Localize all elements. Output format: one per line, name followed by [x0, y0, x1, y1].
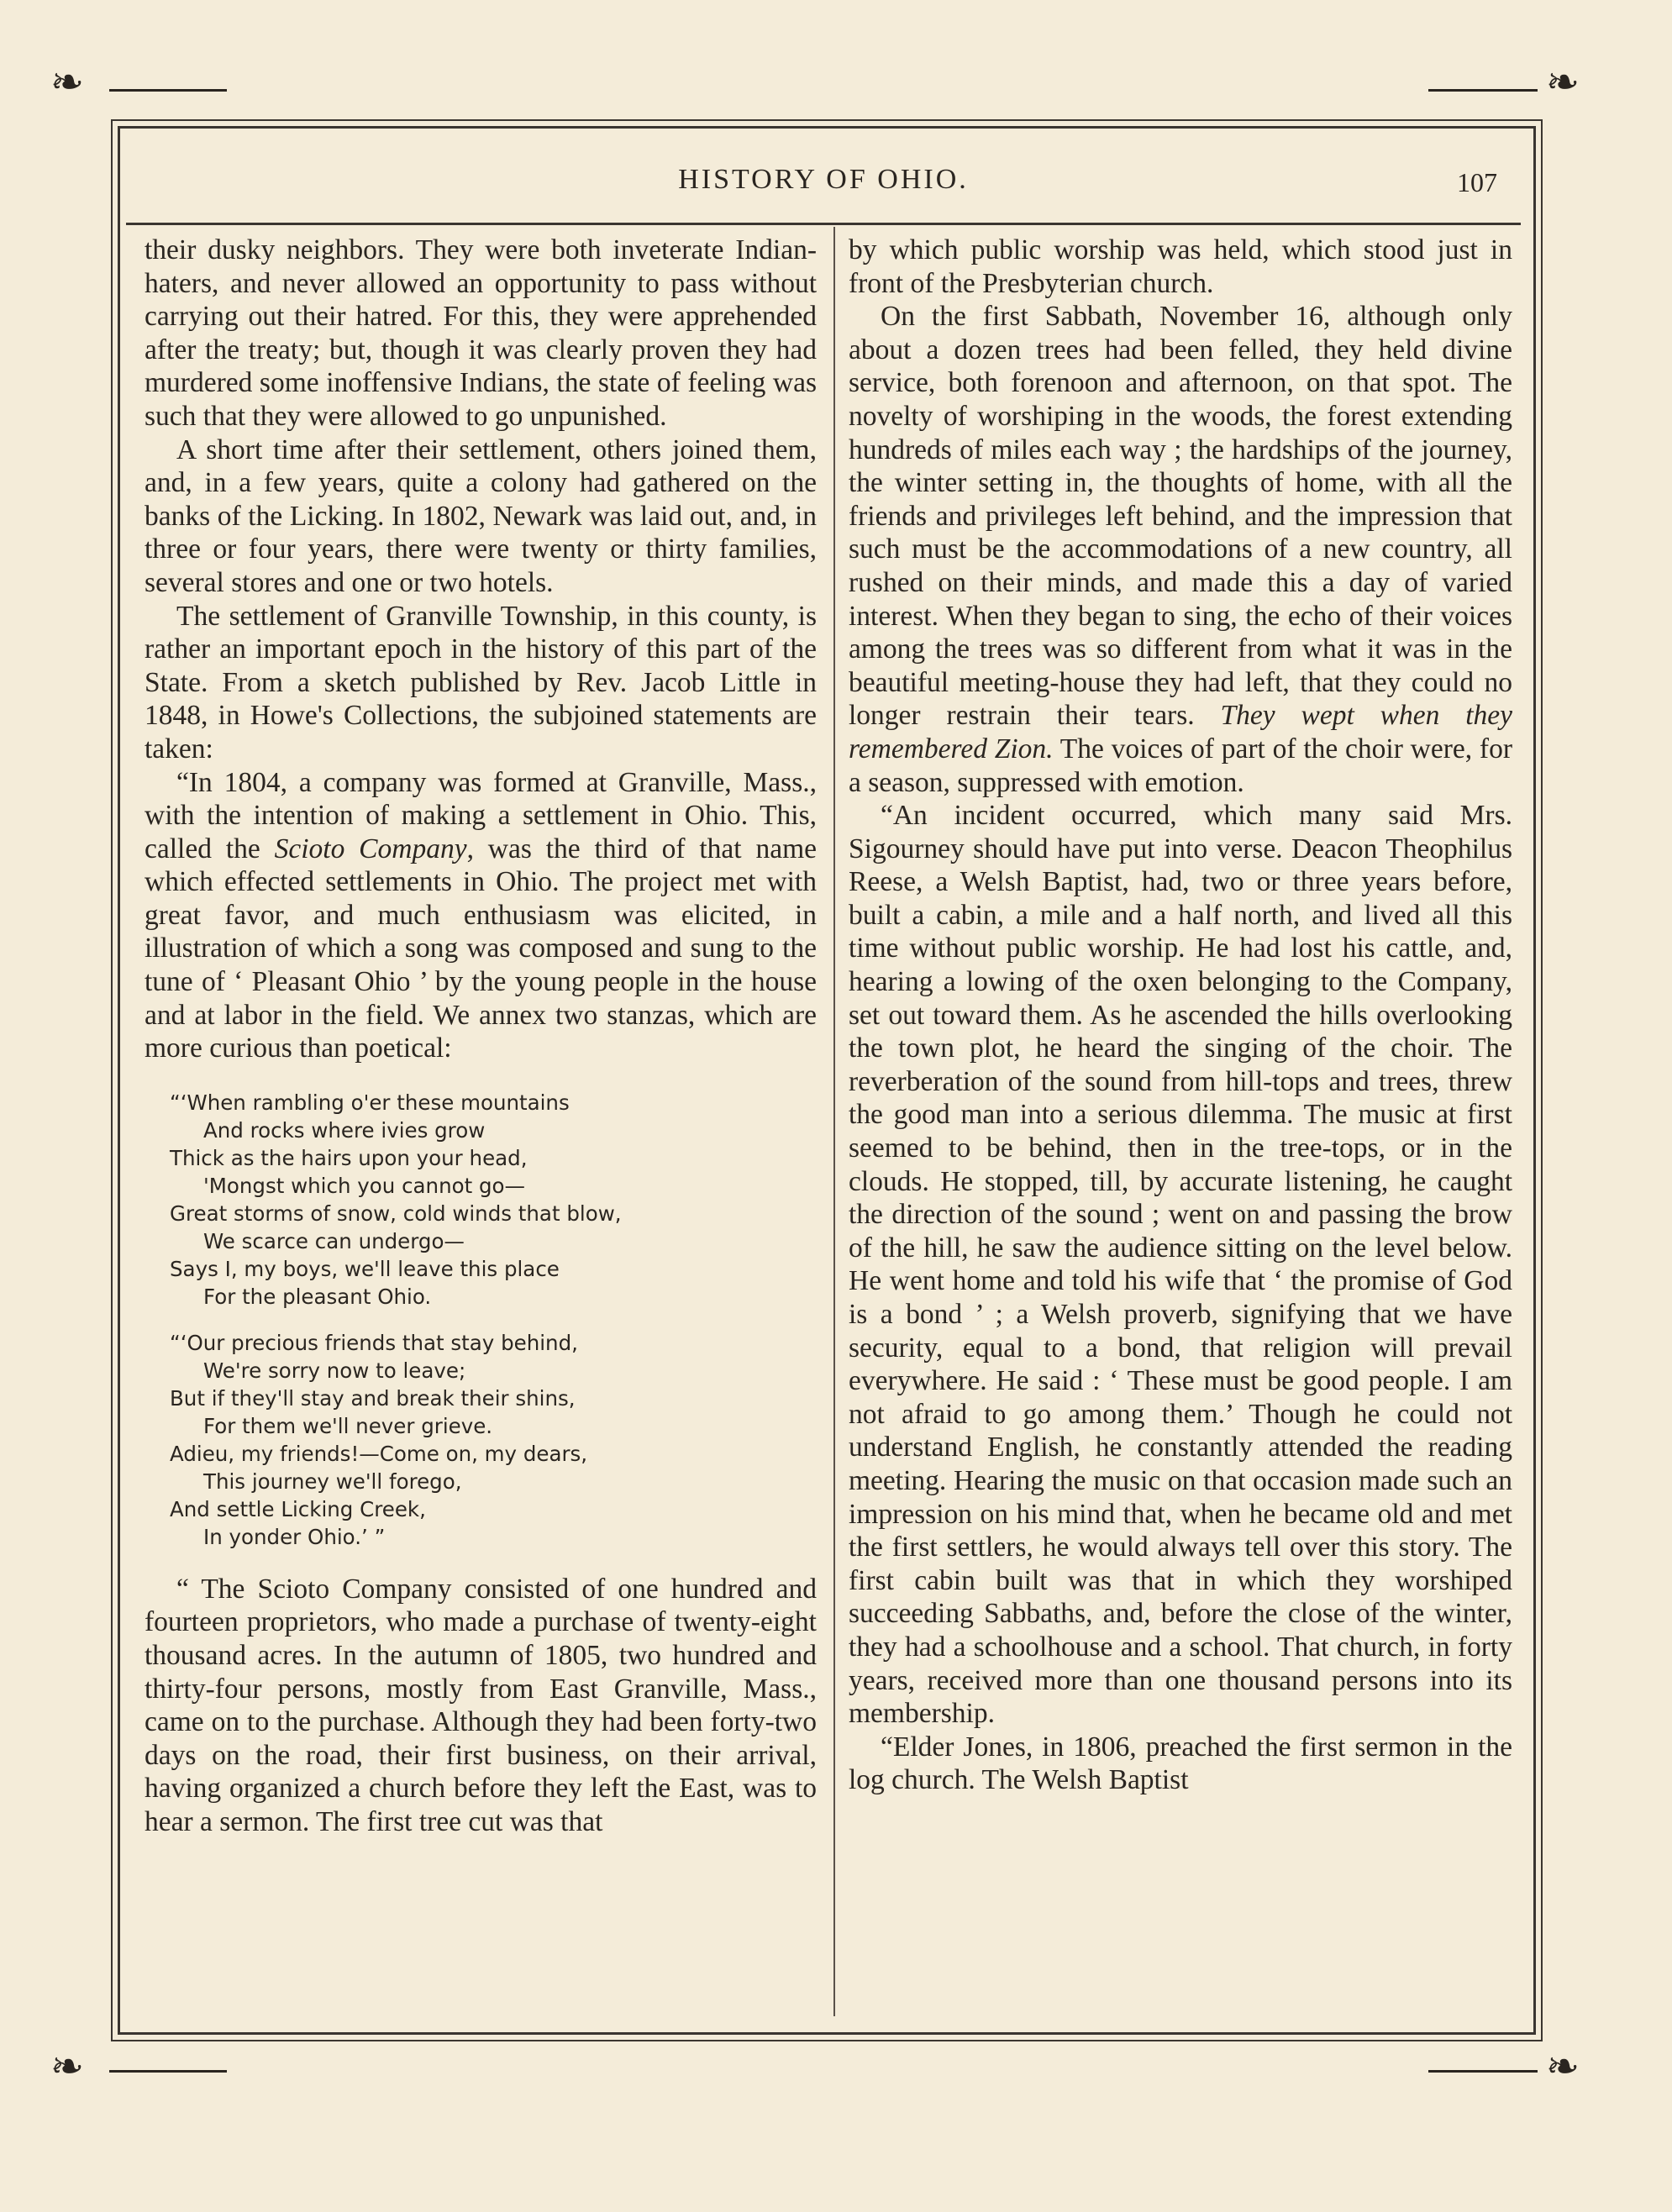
column-divider	[833, 227, 835, 2016]
poem-line: For the pleasant Ohio.	[203, 1284, 432, 1309]
paragraph: On the first Sabbath, November 16, although only about a dozen trees had been felled, they held divine service, both forenoon and afternoon, on that spot. The novelty of worshiping in the woods, the forest extending hundreds of miles each way ; the hardships of the journey, the winter setting in, the thoughts of home, with all the friends and privileges left behind, and the impression that such must be the accommodations of a new country, all rushed on their minds, and made this a day of varied interest. When they began to sing, the echo of their voices among the trees was so different from what it was in the beautiful meeting-house they had left, that they could no longer restrain their tears. They wept when they remembered Zion. The voices of part of the choir were, for a season, suppressed with emotion.	[849, 301, 1512, 798]
paragraph: by which public worship was held, which stood just in front of the Presbyterian church.	[849, 234, 1512, 299]
poem-line: We're sorry now to leave;	[203, 1358, 466, 1383]
poem-line: And rocks where ivies grow	[203, 1117, 486, 1143]
poem-line: Great storms of snow, cold winds that blow,	[170, 1201, 622, 1226]
corner-ornament-icon: ❧	[1545, 2043, 1580, 2090]
poem-line: We scarce can undergo—	[203, 1228, 465, 1253]
poem-line: In yonder Ohio.’ ”	[203, 1524, 386, 1549]
poem-line: “‘Our precious friends that stay behind,	[170, 1330, 578, 1355]
ornamental-rule	[109, 2070, 227, 2073]
poem-line: Says I, my boys, we'll leave this place	[170, 1256, 560, 1281]
italic-phrase: Scioto Company	[274, 833, 467, 864]
corner-ornament-icon: ❧	[50, 59, 85, 106]
paragraph: “In 1804, a company was formed at Granville, Mass., with the intention of making a settlement in Ohio. This, called the Scioto Company, was the third of that name which effected settlements in Ohio. The project met with great favor, and much enthusiasm was elicited, in illustration of which a song was composed and sung to the tune of ‘ Pleasant Ohio ’ by the young people in the house and at labor in the field. We annex two stanzas, which are more curious than poetical:	[145, 766, 817, 1064]
corner-ornament-icon: ❧	[50, 2043, 85, 2090]
poem-line: Adieu, my friends!—Come on, my dears,	[170, 1441, 588, 1466]
paragraph: “ The Scioto Company consisted of one hundred and fourteen proprietors, who made a purchase of twenty-eight thousand acres. In the autumn of 1805, two hundred and thirty-four persons, mostly from East Granville, Mass., came on to the purchase. Although they had been forty-two days on the road, their first business, on their arrival, having organized a church before they left the East, was to hear a sermon. The first tree cut was that	[145, 1573, 817, 1837]
paragraph: A short time after their settlement, others joined them, and, in a few years, quite a colony had gathered on the banks of the Licking. In 1802, Newark was laid out, and, in three or four years, there were twenty or thirty families, several stores and one or two hotels.	[145, 433, 817, 598]
right-column	[849, 234, 1512, 1797]
paragraph: “An incident occurred, which many said Mrs. Sigourney should have put into verse. Deacon Theophilus Reese, a Welsh Baptist, had, two or three years before, built a cabin, a mile and a half north, and lived all this time without public worship. He had lost his cattle, and, hearing a lowing of the oxen belonging to the Company, set out toward them. As he ascended the hills overlooking the town plot, he heard the singing of the choir. The reverberation of the sound from hill-tops and trees, threw the good man into a serious dilemma. The music at first seemed to be behind, then in the tree-tops, or in the clouds. He stopped, till, by accurate listening, he caught the direction of the sound ; went on and passing the brow of the hill, he saw the audience sitting on the level below. He went home and told his wife that ‘ the promise of God is a bond ’ ; a Welsh proverb, signifying that we have security, equal to a bond, that religion will prevail everywhere. He said : ‘ These must be good people. I am not afraid to go among them.’ Though he could not understand English, he constantly attended the reading meeting. Hearing the music on that occasion made such an impression on his mind that, when he became old and met the first settlers, he would always tell over this story. The first cabin built was that in which they worshiped succeeding Sabbaths, and, before the close of the winter, they had a schoolhouse and a school. That church, in forty years, received more than one thousand persons into its membership.	[849, 800, 1512, 1730]
poem-stanza	[170, 1089, 817, 1311]
left-column	[145, 234, 817, 1839]
ornamental-rule	[109, 89, 227, 92]
page-header	[126, 155, 1521, 225]
italic-phrase: They wept when they remembered Zion.	[849, 700, 1512, 764]
ornamental-rule	[1428, 2070, 1538, 2073]
poem-line: This journey we'll forego,	[203, 1469, 462, 1494]
poem-line: Thick as the hairs upon your head,	[170, 1145, 528, 1170]
poem-line: “‘When rambling o'er these mountains	[170, 1090, 570, 1115]
page-number: 107	[1457, 167, 1497, 197]
poem-line: And settle Licking Creek,	[170, 1496, 426, 1521]
poem-line: For them we'll never grieve.	[203, 1413, 493, 1438]
corner-ornament-icon: ❧	[1545, 59, 1580, 106]
paragraph: “Elder Jones, in 1806, preached the first sermon in the log church. The Welsh Baptist	[849, 1731, 1512, 1796]
paragraph: their dusky neighbors. They were both inveterate Indian-haters, and never allowed an opportunity to pass without carrying out their hatred. For this, they were apprehended after the treaty; but, though it was clearly proven they had murdered some inoffensive Indians, the state of feeling was such that they were allowed to go unpunished.	[145, 234, 817, 432]
poem-stanza	[170, 1329, 817, 1551]
poem-line: But if they'll stay and break their shins,	[170, 1385, 576, 1411]
page-title: HISTORY OF OHIO.	[678, 164, 969, 195]
poem-line: 'Mongst which you cannot go—	[203, 1173, 526, 1198]
ornamental-rule	[1428, 89, 1538, 92]
poem	[170, 1089, 817, 1551]
paragraph: The settlement of Granville Township, in this county, is rather an important epoch in the history of this part of the State. From a sketch published by Rev. Jacob Little in 1848, in Howe's Collections, the subjoined statements are taken:	[145, 600, 817, 764]
